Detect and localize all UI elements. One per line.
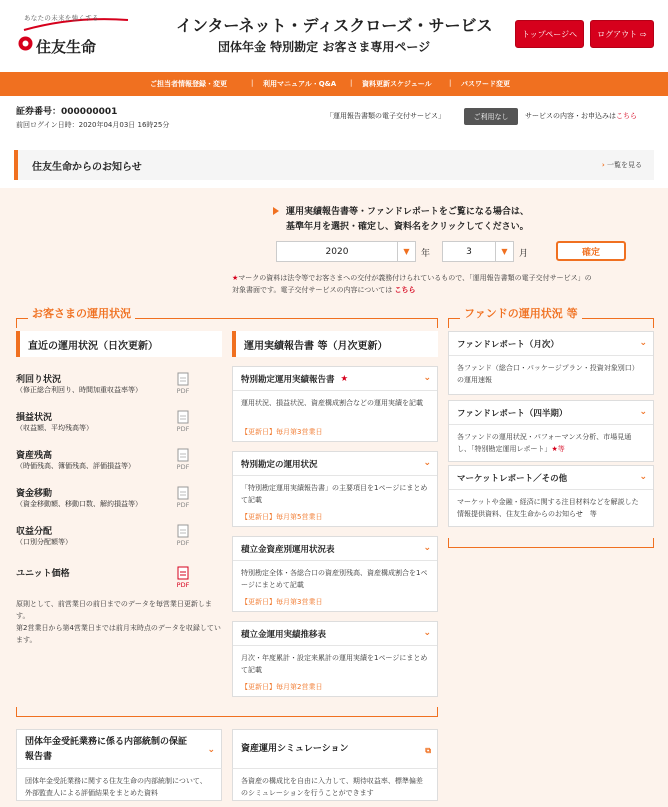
site-header xyxy=(0,0,668,72)
edelivery-label: 「運用報告書類の電子交付サービス」 xyxy=(326,112,445,120)
pdf-label: PDF xyxy=(176,501,190,509)
card-update: 【更新日】毎月第5営業日 xyxy=(241,513,323,521)
pdf-icon[interactable] xyxy=(174,524,192,548)
confirm-button[interactable]: 確定 xyxy=(556,241,626,261)
edelivery-status-badge: ご利用なし xyxy=(464,108,518,125)
perf-title: 資産残高 xyxy=(16,451,53,461)
last-login: 前回ログイン日時：2020年04月03日 16時25分 xyxy=(16,121,170,129)
perf-item-assets[interactable] xyxy=(16,448,206,482)
month-select[interactable] xyxy=(442,241,514,262)
report-card-asset-table[interactable] xyxy=(232,536,438,612)
fund-card-market[interactable] xyxy=(448,465,654,527)
pdf-label: PDF xyxy=(176,581,190,589)
instruction-line: 基準年月を選択・確定し、資料名をクリックしてください。 xyxy=(286,222,529,232)
monthly-reports-heading: 運用実績報告書 等（月次更新） xyxy=(232,331,438,357)
section-title-fund: ファンドの運用状況 等 xyxy=(460,305,582,321)
card-header xyxy=(233,367,437,391)
section-divider xyxy=(448,318,449,328)
simulation-title: 資産運用シミュレーション xyxy=(241,744,349,754)
chevron-down-icon: ⌄ xyxy=(207,745,215,755)
global-nav xyxy=(0,72,668,96)
pdf-label: PDF xyxy=(176,387,190,395)
year-value: 2020 xyxy=(325,246,349,257)
perf-title: ユニット価格 xyxy=(16,569,70,579)
year-select[interactable] xyxy=(276,241,416,262)
fund-card-quarterly[interactable] xyxy=(448,400,654,462)
nav-separator: | xyxy=(449,79,452,87)
star-icon: ★ xyxy=(340,373,349,384)
section-divider xyxy=(16,318,17,328)
pdf-icon[interactable] xyxy=(174,566,192,590)
section-divider xyxy=(16,716,438,717)
section-divider xyxy=(448,538,449,548)
notice-bar xyxy=(14,150,654,180)
star-icon: ★ xyxy=(232,274,239,282)
report-card-trend[interactable] xyxy=(232,621,438,697)
certificate-number xyxy=(16,104,117,117)
perf-item-profit[interactable] xyxy=(16,410,206,444)
logout-button[interactable] xyxy=(590,20,654,48)
card-update: 【更新日】毎月第3営業日 xyxy=(241,428,323,436)
card-body: マーケットや金融・経済に関する注目材料などを解説した情報提供資料、住友生命からのお知らせ 等 xyxy=(457,498,639,518)
perf-title: 収益分配 xyxy=(16,527,53,537)
section-divider xyxy=(437,707,438,717)
daily-status-heading: 直近の運用状況（日次更新） xyxy=(16,331,222,357)
card-header xyxy=(449,401,653,425)
service-text: サービスの内容・お申込みは xyxy=(525,112,616,120)
internal-control-body: 団体年金受託業務に関する住友生命の内部統制について、外部監査人による評価結果をまとめた資料 xyxy=(16,769,222,801)
perf-item-yield[interactable] xyxy=(16,372,206,406)
logout-label: ログアウト xyxy=(597,29,638,39)
instruction-arrow-icon xyxy=(273,207,279,215)
card-title: 特別勘定運用実績報告書 xyxy=(241,374,335,385)
chevron-down-icon: ⌄ xyxy=(423,543,431,553)
chevron-right-icon: › xyxy=(601,161,605,169)
chevron-down-icon: ⌄ xyxy=(639,407,647,417)
nav-item-schedule[interactable]: 資料更新スケジュール xyxy=(362,80,432,88)
card-update: 【更新日】毎月第2営業日 xyxy=(241,683,323,691)
star-icon: ★等 xyxy=(551,445,565,453)
simulation-header[interactable] xyxy=(232,729,438,769)
perf-item-unit-price[interactable] xyxy=(16,566,206,600)
pdf-label: PDF xyxy=(176,463,190,471)
pdf-icon[interactable] xyxy=(174,372,192,396)
report-card-performance[interactable] xyxy=(232,366,438,442)
chevron-down-icon: ⌄ xyxy=(639,338,647,348)
internal-control-title: 団体年金受託業務に係る内部統制の保証報告書 xyxy=(25,737,188,762)
cert-label: 証券番号： xyxy=(16,107,62,117)
chevron-down-icon: ⌄ xyxy=(423,628,431,638)
section-title-customer: お客さまの運用状況 xyxy=(28,305,135,321)
page-title: インターネット・ディスクローズ・サービス xyxy=(176,16,493,35)
selector-instruction xyxy=(286,205,529,235)
month-unit: 月 xyxy=(519,249,529,259)
section-divider xyxy=(448,547,654,548)
service-info xyxy=(525,111,637,121)
internal-control-header[interactable] xyxy=(16,729,222,769)
pdf-label: PDF xyxy=(176,425,190,433)
fund-card-monthly[interactable] xyxy=(448,331,654,395)
page-subtitle: 団体年金 特別勘定 お客さま専用ページ xyxy=(218,40,431,54)
brand-name: 住友生命 xyxy=(36,38,97,56)
card-title: ファンドレポート（四半期） xyxy=(457,408,568,419)
card-body: 月次・年度累計・設定来累計の運用実績を1ページにまとめて記載 xyxy=(241,654,428,674)
perf-sub: （口別分配額等） xyxy=(16,538,72,546)
perf-sub: （時価残高、簿価残高、評価損益等） xyxy=(16,462,135,470)
card-body: 特別勘定全体・各総合口の資産別残高、資産構成割合を1ページにまとめて記載 xyxy=(241,569,428,589)
perf-item-distribution[interactable] xyxy=(16,524,206,558)
chevron-down-icon: ▼ xyxy=(397,242,415,261)
card-update: 【更新日】毎月第3営業日 xyxy=(241,598,323,606)
chevron-down-icon: ⌄ xyxy=(423,373,431,383)
card-header xyxy=(233,537,437,561)
perf-note: 原則として、前営業日の前日までのデータを毎営業日更新します。 第2営業日から第4営業日までは前月末時点のデータを収録しています。 xyxy=(16,600,221,644)
perf-sub: （収益額、平均残高等） xyxy=(16,424,93,432)
service-link[interactable]: こちら xyxy=(616,112,637,120)
brand-tagline: あなたの未来を強くする xyxy=(24,14,99,22)
card-title: マーケットレポート／その他 xyxy=(457,473,568,484)
nav-item-password[interactable]: パスワード変更 xyxy=(461,80,510,88)
card-body: 各ファンドの運用状況・パフォーマンス分析、市場見通し、「特別勘定運用レポート」 xyxy=(457,433,632,453)
note-link[interactable]: こちら xyxy=(394,286,416,294)
notice-more-label: 一覧を見る xyxy=(607,161,642,169)
cert-value: 000000001 xyxy=(61,107,118,117)
card-header xyxy=(233,622,437,646)
section-divider xyxy=(437,318,438,328)
simulation-body: 各資産の構成比を自由に入力して、期待収益率、標準偏差のシミュレーションを行うことができます xyxy=(232,769,438,801)
logout-icon: ⇨ xyxy=(640,29,647,39)
card-header xyxy=(449,332,653,356)
year-unit: 年 xyxy=(421,249,431,259)
chevron-down-icon: ⌄ xyxy=(423,458,431,468)
pdf-icon[interactable] xyxy=(174,448,192,472)
nav-item-contact-info[interactable]: ご担当者情報登録・変更 xyxy=(150,80,227,88)
note-text: マークの資料は法令等でお客さまへの交付が義務付けられているもので、「運用報告書類の電子交付サービス」の xyxy=(238,274,592,282)
card-body: 「特別勘定運用実績報告書」の主要項目を1ページにまとめて記載 xyxy=(241,484,428,504)
perf-item-fund-movement[interactable] xyxy=(16,486,206,520)
notice-more-link[interactable] xyxy=(602,160,642,170)
perf-sub: （修正総合利回り、時間加重収益率等） xyxy=(16,386,142,394)
notice-title: 住友生命からのお知らせ xyxy=(32,162,142,173)
instruction-line: 運用実績報告書等・ファンドレポートをご覧になる場合は、 xyxy=(286,207,529,217)
card-body: 運用状況、損益状況、資産構成割合などの運用実績を記載 xyxy=(241,399,423,407)
report-card-status[interactable] xyxy=(232,451,438,527)
chevron-down-icon: ⌄ xyxy=(639,472,647,482)
card-body: 各ファンド（総合口・パッケージプラン・投資対象別口）の運用速報 xyxy=(457,364,639,384)
perf-sub: （資金移動額、移動口数、解約損益等） xyxy=(16,500,142,508)
card-header xyxy=(449,466,653,490)
external-window-icon: ⧉ xyxy=(425,746,431,755)
chevron-down-icon: ▼ xyxy=(495,242,513,261)
nav-separator: | xyxy=(350,79,353,87)
perf-title: 利回り状況 xyxy=(16,375,62,385)
perf-title: 資金移動 xyxy=(16,489,53,499)
top-page-button[interactable]: トップページへ xyxy=(515,20,584,48)
pdf-icon[interactable] xyxy=(174,486,192,510)
card-title: 特別勘定の運用状況 xyxy=(241,459,318,470)
month-value: 3 xyxy=(466,246,472,257)
pdf-label: PDF xyxy=(176,539,190,547)
pdf-icon[interactable] xyxy=(174,410,192,434)
perf-title: 損益状況 xyxy=(16,413,53,423)
nav-item-manual[interactable]: 利用マニュアル・Q&A xyxy=(263,80,337,88)
brand-logo-icon xyxy=(18,36,33,51)
note-text: 対象書面です。電子交付サービスの内容については xyxy=(232,286,393,294)
card-title: ファンドレポート（月次） xyxy=(457,339,559,350)
section-divider xyxy=(653,318,654,328)
nav-separator: | xyxy=(251,79,254,87)
card-title: 積立金運用実績推移表 xyxy=(241,629,327,640)
section-divider xyxy=(653,538,654,548)
section-divider xyxy=(16,707,17,717)
star-note xyxy=(232,272,650,296)
card-header xyxy=(233,452,437,476)
card-title: 積立金資産別運用状況表 xyxy=(241,544,335,555)
